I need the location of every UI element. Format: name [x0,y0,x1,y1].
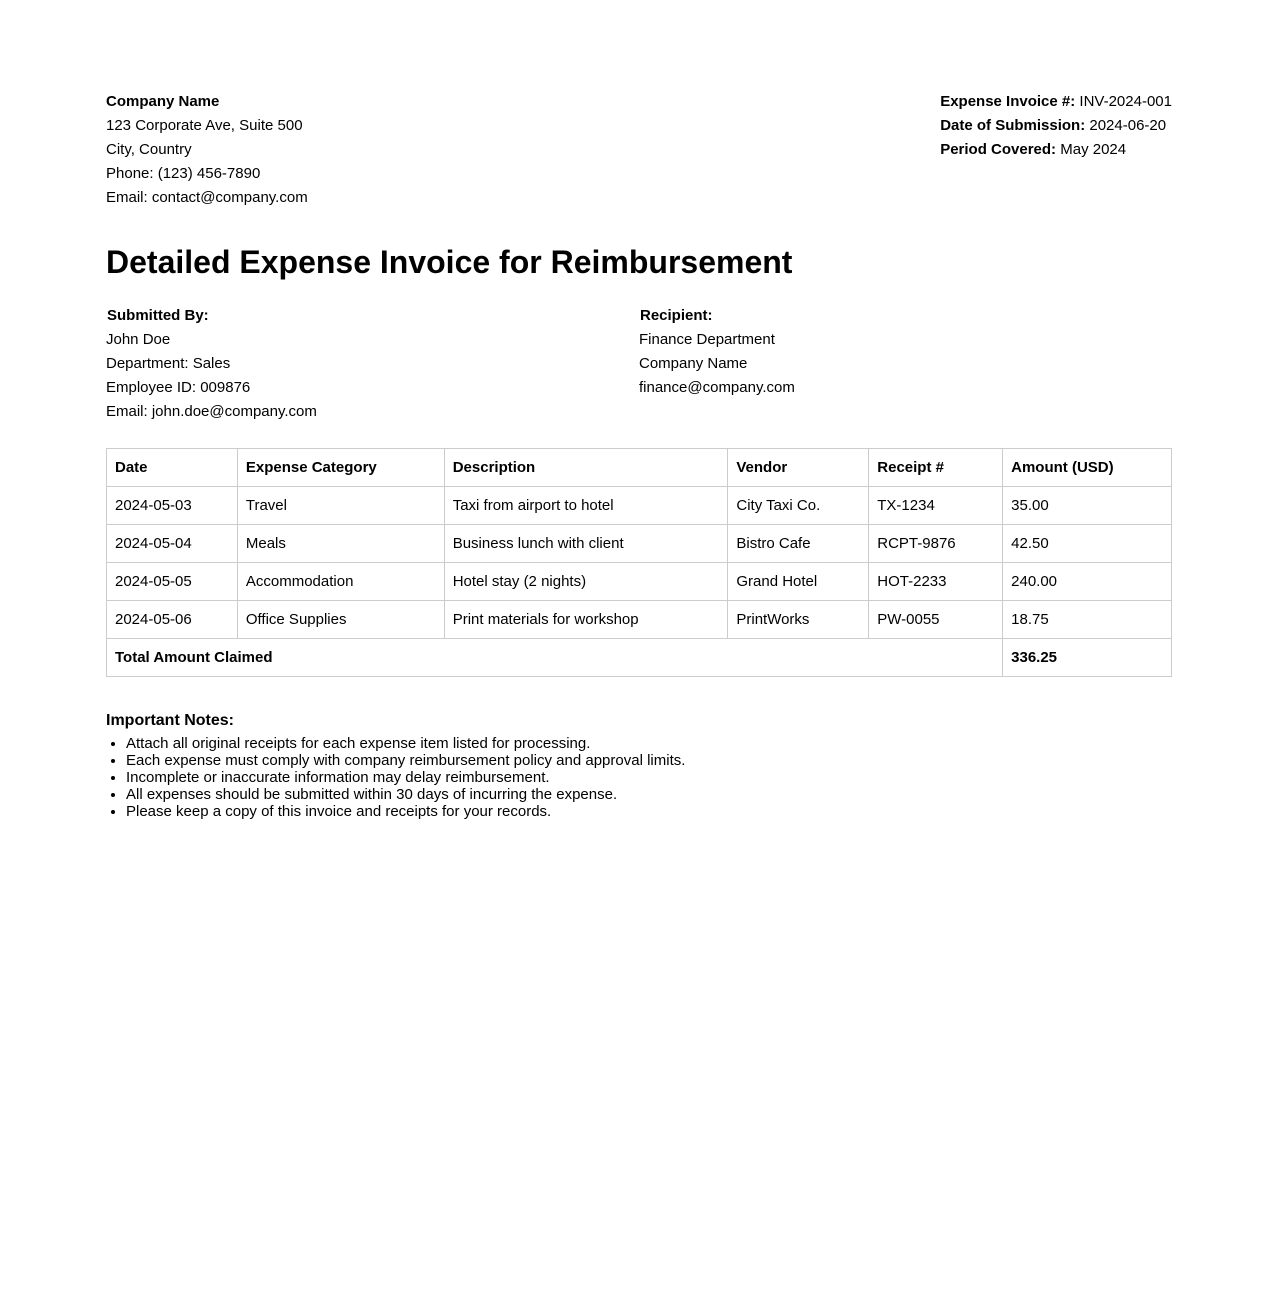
company-name: Company Name [106,93,220,110]
cell-receipt: PW-0055 [869,601,1003,639]
column-header-date: Date [107,449,238,487]
submission-date-line [940,114,1172,138]
cell-amount: 18.75 [1003,601,1172,639]
recipient-email: finance@company.com [639,379,795,396]
company-city: City, Country [106,141,192,158]
cell-date: 2024-05-04 [107,525,238,563]
total-amount: 336.25 [1003,639,1172,677]
invoice-number-value: INV-2024-001 [1079,93,1172,110]
period-line [940,138,1172,162]
cell-date: 2024-05-03 [107,487,238,525]
cell-amount: 240.00 [1003,563,1172,601]
cell-description: Print materials for workshop [444,601,728,639]
cell-vendor: City Taxi Co. [728,487,869,525]
period-label: Period Covered: [940,141,1057,158]
invoice-page [106,90,1172,820]
notes-section [106,711,1172,820]
cell-description: Taxi from airport to hotel [444,487,728,525]
cell-category: Accommodation [237,563,444,601]
column-header-receipt: Receipt # [869,449,1003,487]
parties-section [106,304,1172,424]
column-header-vendor: Vendor [728,449,869,487]
notes-list [106,735,1172,820]
column-header-category: Expense Category [237,449,444,487]
recipient-department: Finance Department [639,331,775,348]
cell-receipt: HOT-2233 [869,563,1003,601]
list-item: • Incomplete or inaccurate information may delay reimbursement. [126,769,1172,786]
cell-receipt: RCPT-9876 [869,525,1003,563]
page-title: Detailed Expense Invoice for Reimbursement [106,244,793,280]
list-item: • Each expense must comply with company reimbursement policy and approval limits. [126,752,1172,769]
submitter-employee-id: Employee ID: 009876 [106,379,251,396]
invoice-header [106,90,1172,210]
cell-vendor: Grand Hotel [728,563,869,601]
submission-date-value: 2024-06-20 [1089,117,1167,134]
cell-category: Office Supplies [237,601,444,639]
company-email: Email: contact@company.com [106,189,308,206]
recipient-block [639,304,1172,424]
period-value: May 2024 [1060,141,1127,158]
table-row [107,487,1172,525]
recipient-company: Company Name [639,355,748,372]
invoice-number-line [940,90,1172,114]
company-phone: Phone: (123) 456-7890 [106,165,261,182]
cell-date: 2024-05-06 [107,601,238,639]
cell-category: Meals [237,525,444,563]
table-row [107,601,1172,639]
cell-receipt: TX-1234 [869,487,1003,525]
submitted-by-heading: Submitted By: [107,307,209,324]
cell-description: Hotel stay (2 nights) [444,563,728,601]
total-label: Total Amount Claimed [107,639,1003,677]
cell-date: 2024-05-05 [107,563,238,601]
list-item: • Attach all original receipts for each expense item listed for processing. [126,735,1172,752]
notes-title: Important Notes: [106,712,234,729]
column-header-description: Description [444,449,728,487]
cell-vendor: PrintWorks [728,601,869,639]
invoice-number-label: Expense Invoice #: [940,93,1076,110]
submitter-email: Email: john.doe@company.com [106,403,317,420]
recipient-heading: Recipient: [640,307,713,324]
list-item: • All expenses should be submitted within 30 days of incurring the expense. [126,786,1172,803]
table-header-row [107,449,1172,487]
cell-vendor: Bistro Cafe [728,525,869,563]
list-item: • Please keep a copy of this invoice and receipts for your records. [126,803,1172,820]
submitted-by-block [106,304,639,424]
cell-amount: 35.00 [1003,487,1172,525]
company-address: 123 Corporate Ave, Suite 500 [106,117,303,134]
table-row [107,525,1172,563]
cell-description: Business lunch with client [444,525,728,563]
column-header-amount: Amount (USD) [1003,449,1172,487]
cell-amount: 42.50 [1003,525,1172,563]
invoice-meta [940,90,1172,162]
table-row [107,563,1172,601]
submitter-department: Department: Sales [106,355,231,372]
cell-category: Travel [237,487,444,525]
submission-date-label: Date of Submission: [940,117,1086,134]
total-row [107,639,1172,677]
submitter-name: John Doe [106,331,171,348]
expense-table [106,448,1172,677]
company-info [106,90,308,210]
